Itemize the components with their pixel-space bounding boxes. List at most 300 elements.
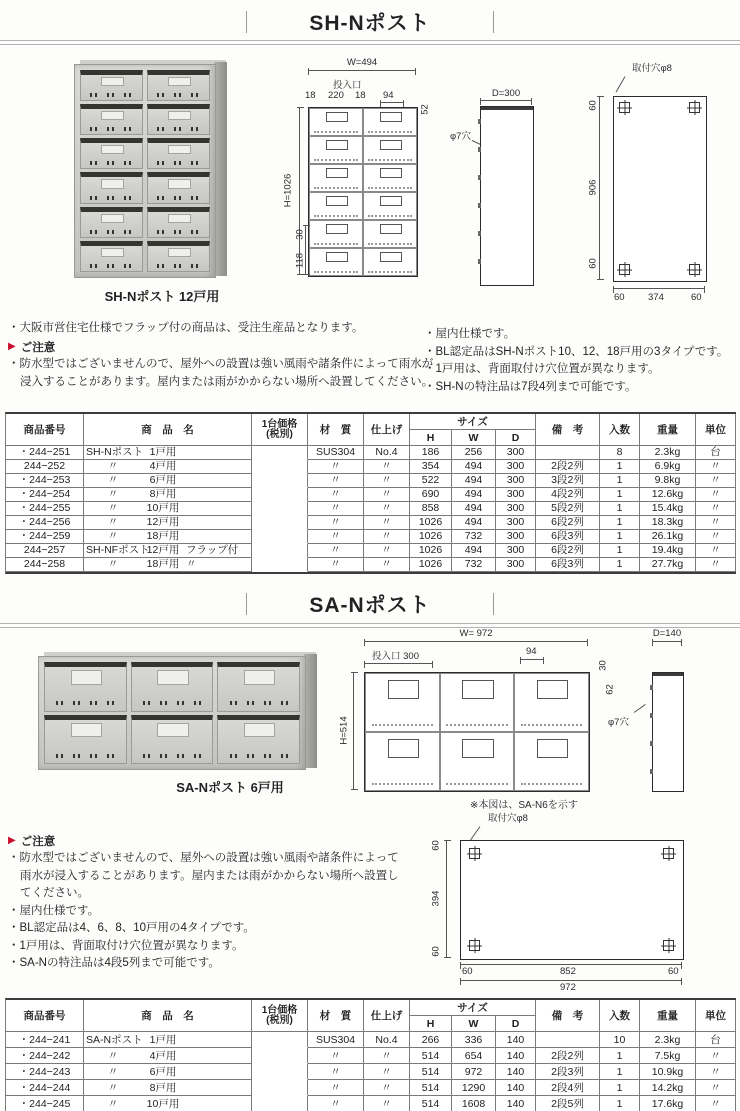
item-variant: 8戸用 <box>149 488 177 501</box>
item-option: フラップ付 <box>186 544 239 557</box>
item-material: 〃 <box>308 502 364 516</box>
drawing-front-sh <box>282 57 466 307</box>
size-h: 514 <box>410 1064 452 1080</box>
item-unit: 〃 <box>696 558 736 572</box>
size-d: 300 <box>496 446 536 460</box>
caution-arrow-icon: ▶ <box>8 835 16 846</box>
spec-row <box>6 446 736 460</box>
item-finish: No.4 <box>364 1032 410 1048</box>
photo-caption-sh: SH-Nポスト 12戸用 <box>104 289 220 304</box>
item-finish: 〃 <box>364 474 410 488</box>
item-series: 〃 <box>107 488 119 501</box>
item-finish: 〃 <box>364 460 410 474</box>
col-header-size: サイズ <box>410 414 536 430</box>
item-name <box>84 1064 252 1080</box>
drawing-door-cell <box>309 108 363 136</box>
dim-slot-label: 投入口 <box>333 80 362 91</box>
dim-line <box>380 102 404 103</box>
dim-height: H=1026 <box>282 173 294 208</box>
dim-line <box>364 663 433 664</box>
item-series: 〃 <box>107 516 119 529</box>
dim-v-top: 60 <box>430 840 442 851</box>
col-header-finish: 仕上げ <box>364 414 410 446</box>
note-line: ・1戸用は、背面取付け穴位置が異なります。 <box>8 939 244 952</box>
col-header-qty: 入数 <box>600 1000 640 1032</box>
item-number: ・244−241 <box>6 1032 84 1048</box>
dim-18b: 18 <box>355 90 366 101</box>
item-unit: 〃 <box>696 530 736 544</box>
size-d: 300 <box>496 516 536 530</box>
item-weight: 9.8kg <box>640 474 696 488</box>
item-qty: 1 <box>600 516 640 530</box>
item-variant: 18戸用 <box>146 530 180 543</box>
item-unit: 〃 <box>696 488 736 502</box>
item-qty: 1 <box>600 1064 640 1080</box>
mailbox-door <box>131 715 214 765</box>
item-number: ・244−253 <box>6 474 84 488</box>
item-variant: 4戸用 <box>149 460 177 473</box>
size-d: 300 <box>496 460 536 474</box>
mailbox-door <box>80 207 143 238</box>
item-weight: 10.9kg <box>640 1064 696 1080</box>
mount-hole <box>689 264 700 275</box>
item-name <box>84 446 252 460</box>
drawing-door-cell <box>309 192 363 220</box>
sh-spec-table <box>5 412 736 574</box>
size-h: 514 <box>410 1080 452 1096</box>
drawing-back-sh <box>585 50 740 305</box>
size-h: 858 <box>410 502 452 516</box>
col-header-no: 商品番号 <box>6 1000 84 1032</box>
item-remarks: 6段3列 <box>536 558 600 572</box>
item-price <box>252 1096 308 1111</box>
item-price <box>252 530 308 544</box>
hole-label-sh: φ7穴 <box>450 131 471 142</box>
notes-sa <box>8 850 406 973</box>
item-material: 〃 <box>308 460 364 474</box>
drawing-door-cell <box>514 732 589 791</box>
item-unit: 〃 <box>696 474 736 488</box>
drawing-door-cell <box>440 732 515 791</box>
size-h: 522 <box>410 474 452 488</box>
front-cells <box>309 108 417 276</box>
item-weight: 19.4kg <box>640 544 696 558</box>
front-box-sa <box>364 672 590 792</box>
spec-row <box>6 1032 736 1048</box>
item-weight: 26.1kg <box>640 530 696 544</box>
item-remarks: 6段2列 <box>536 544 600 558</box>
dim-30: 30 <box>294 229 306 240</box>
note-line: ・SA-Nの特注品は4段5列まで可能です。 <box>8 957 220 969</box>
item-series: 〃 <box>107 558 119 571</box>
note-line: ・BL認定品は4、6、8、10戸用の4タイプです。 <box>8 922 255 934</box>
front-box-sh <box>308 107 418 277</box>
dim-v-mid: 906 <box>587 179 599 196</box>
item-unit: 〃 <box>696 460 736 474</box>
dim-30: 30 <box>597 660 609 671</box>
item-number: ・244−259 <box>6 530 84 544</box>
drawing-front-sa <box>338 628 740 813</box>
size-w: 494 <box>452 460 496 474</box>
caution-heading-sh <box>8 339 55 355</box>
item-qty: 1 <box>600 488 640 502</box>
size-d: 140 <box>496 1096 536 1111</box>
drawing-door-cell <box>363 220 417 248</box>
dim-line <box>599 96 600 280</box>
item-remarks: 2段3列 <box>536 1064 600 1080</box>
price-line2: (税別) <box>266 1014 293 1026</box>
item-unit: 台 <box>696 1032 736 1048</box>
item-name <box>84 1048 252 1064</box>
item-price <box>252 1048 308 1064</box>
dim-v-top: 60 <box>587 100 599 111</box>
leader-line <box>634 704 646 713</box>
cabinet-front <box>38 656 306 770</box>
mount-hole <box>689 102 700 113</box>
item-number: ・244−251 <box>6 446 84 460</box>
size-w: 1290 <box>452 1080 496 1096</box>
item-series: 〃 <box>107 502 119 515</box>
size-h: 266 <box>410 1032 452 1048</box>
item-variant: 10戸用 <box>146 502 180 515</box>
dim-line <box>460 980 682 981</box>
dim-line <box>308 70 416 71</box>
item-weight: 14.2kg <box>640 1080 696 1096</box>
mailbox-door <box>80 70 143 101</box>
size-w: 732 <box>452 530 496 544</box>
item-unit: 〃 <box>696 1048 736 1064</box>
item-series: 〃 <box>107 1097 119 1110</box>
note-para-sh: ・防水型ではございませんので、屋外への設置は強い風雨や諸条件によって雨水が浸入することがあります。屋内または雨がかからない場所へ設置してください。 <box>8 358 434 388</box>
item-price <box>252 516 308 530</box>
mailbox-door <box>217 662 300 712</box>
item-name <box>84 488 252 502</box>
spec-row <box>6 460 736 474</box>
item-qty: 1 <box>600 460 640 474</box>
item-finish: 〃 <box>364 488 410 502</box>
item-qty: 1 <box>600 1048 640 1064</box>
item-finish: 〃 <box>364 502 410 516</box>
spec-row <box>6 1080 736 1096</box>
mailbox-door <box>80 104 143 135</box>
dim-line <box>460 964 682 965</box>
hole-label-sa: φ7穴 <box>608 717 629 728</box>
item-unit: 〃 <box>696 1096 736 1111</box>
item-variant: 12戸用 <box>146 544 180 557</box>
item-number: 244−258 <box>6 558 84 572</box>
item-remarks: 2段4列 <box>536 1080 600 1096</box>
item-price <box>252 558 308 572</box>
drawing-door-cell <box>363 136 417 164</box>
item-series: SH-NFポスト <box>86 544 150 557</box>
sa-spec-table <box>5 998 736 1111</box>
item-price <box>252 474 308 488</box>
mailbox-door <box>147 138 210 169</box>
item-material: 〃 <box>308 1096 364 1111</box>
col-header-size: サイズ <box>410 1000 536 1016</box>
col-header-d: D <box>496 1016 536 1032</box>
item-price <box>252 1032 308 1048</box>
item-series: 〃 <box>107 460 119 473</box>
dim-h-mid: 374 <box>648 292 664 303</box>
dim-h-left: 60 <box>462 966 473 977</box>
mailbox-door <box>80 138 143 169</box>
item-unit: 〃 <box>696 516 736 530</box>
col-header-material: 材 質 <box>308 414 364 446</box>
item-finish: 〃 <box>364 516 410 530</box>
item-series: 〃 <box>107 1081 119 1094</box>
item-remarks: 4段2列 <box>536 488 600 502</box>
item-option: 〃 <box>186 558 197 571</box>
dim-line <box>613 288 705 289</box>
spec-row <box>6 488 736 502</box>
dim-line <box>520 659 544 660</box>
item-price <box>252 502 308 516</box>
mailbox-door <box>44 715 127 765</box>
item-name <box>84 1032 252 1048</box>
item-material: 〃 <box>308 1080 364 1096</box>
col-header-remarks: 備 考 <box>536 1000 600 1032</box>
col-header-qty: 入数 <box>600 414 640 446</box>
title-rule-left <box>246 593 247 615</box>
item-variant: 6戸用 <box>149 474 177 487</box>
mount-hole-label: 取付穴φ8 <box>488 813 528 824</box>
notes-right-sh <box>424 326 736 396</box>
size-d: 140 <box>496 1080 536 1096</box>
size-w: 494 <box>452 474 496 488</box>
title-rule-left <box>246 11 247 33</box>
item-remarks <box>536 446 600 460</box>
item-qty: 1 <box>600 544 640 558</box>
size-w: 494 <box>452 488 496 502</box>
item-finish: 〃 <box>364 544 410 558</box>
mount-hole <box>663 848 674 859</box>
size-d: 140 <box>496 1032 536 1048</box>
item-name <box>84 1096 252 1111</box>
item-finish: 〃 <box>364 1080 410 1096</box>
drawing-door-cell <box>363 192 417 220</box>
item-qty: 1 <box>600 502 640 516</box>
item-remarks: 2段2列 <box>536 1048 600 1064</box>
drawing-door-cell <box>363 108 417 136</box>
item-variant: 1戸用 <box>149 1033 177 1046</box>
item-unit: 〃 <box>696 544 736 558</box>
mount-hole-label: 取付穴φ8 <box>632 63 672 74</box>
dim-h-right: 60 <box>691 292 702 303</box>
item-series: 〃 <box>107 1049 119 1062</box>
section-header-sa <box>0 591 740 617</box>
size-h: 1026 <box>410 544 452 558</box>
item-material: 〃 <box>308 1048 364 1064</box>
item-price <box>252 1080 308 1096</box>
photo-caption-sa: SA-Nポスト 6戸用 <box>176 780 284 795</box>
dim-h-left: 60 <box>614 292 625 303</box>
drawing-door-cell <box>363 248 417 276</box>
col-header-material: 材 質 <box>308 1000 364 1032</box>
dim-220: 220 <box>328 90 344 101</box>
mailbox-door <box>80 172 143 203</box>
mailbox-door <box>131 662 214 712</box>
mailbox-doors <box>80 70 210 272</box>
section-divider <box>0 40 740 45</box>
item-name <box>84 1080 252 1096</box>
item-number: 244−252 <box>6 460 84 474</box>
section-title-sh: SH-Nポスト <box>309 12 431 35</box>
back-box-sa <box>460 840 684 960</box>
dim-width: W= 972 <box>459 628 493 639</box>
side-box-sa <box>652 672 684 792</box>
dim-depth: D=140 <box>652 628 682 639</box>
item-variant: 4戸用 <box>149 1049 177 1062</box>
item-price <box>252 446 308 460</box>
item-remarks: 2段5列 <box>536 1096 600 1111</box>
col-header-price <box>252 1000 308 1032</box>
dim-slot-label: 投入口 300 <box>372 651 419 662</box>
title-rule-right <box>493 593 494 615</box>
mailbox-door <box>147 172 210 203</box>
size-w: 972 <box>452 1064 496 1080</box>
item-name <box>84 474 252 488</box>
item-series: SA-Nポスト <box>86 1033 143 1046</box>
spec-row <box>6 558 736 572</box>
item-variant: 1戸用 <box>149 446 177 459</box>
dim-94: 94 <box>383 90 394 101</box>
cabinet-front <box>74 64 216 278</box>
dim-52: 52 <box>419 104 431 115</box>
item-number: ・244−242 <box>6 1048 84 1064</box>
item-finish: 〃 <box>364 1096 410 1111</box>
spec-row <box>6 1096 736 1111</box>
size-w: 336 <box>452 1032 496 1048</box>
col-header-name: 商 品 名 <box>84 1000 252 1032</box>
size-h: 1026 <box>410 516 452 530</box>
note-line: ・防水型ではございませんので、屋外への設置は強い風雨や諸条件によって雨水が浸入することがあります。屋内または雨がかからない場所へ設置してください。 <box>8 852 399 899</box>
col-header-weight: 重量 <box>640 1000 696 1032</box>
item-remarks: 2段2列 <box>536 460 600 474</box>
dim-v-bot: 60 <box>430 946 442 957</box>
item-material: 〃 <box>308 516 364 530</box>
size-d: 300 <box>496 558 536 572</box>
size-h: 514 <box>410 1096 452 1111</box>
mailbox-door <box>80 241 143 272</box>
item-unit: 〃 <box>696 1080 736 1096</box>
spec-row <box>6 530 736 544</box>
mount-hole <box>619 264 630 275</box>
note-line: ・屋内仕様です。 <box>424 328 516 340</box>
back-box-sh <box>613 96 707 282</box>
drawing-door-cell <box>309 136 363 164</box>
drawing-door-cell <box>365 673 440 732</box>
mailbox-door <box>147 207 210 238</box>
col-header-remarks: 備 考 <box>536 414 600 446</box>
item-qty: 1 <box>600 530 640 544</box>
item-number: ・244−244 <box>6 1080 84 1096</box>
dim-62: 62 <box>604 684 616 695</box>
item-number: 244−257 <box>6 544 84 558</box>
item-series: 〃 <box>107 530 119 543</box>
size-d: 300 <box>496 530 536 544</box>
dim-line <box>364 641 588 642</box>
drawing-side-sh <box>480 88 540 298</box>
item-number: ・244−243 <box>6 1064 84 1080</box>
drawing-door-cell <box>309 164 363 192</box>
col-header-unit: 単位 <box>696 414 736 446</box>
side-box-sh <box>480 106 534 286</box>
mailbox-door <box>217 715 300 765</box>
spec-row <box>6 544 736 558</box>
size-d: 300 <box>496 544 536 558</box>
spec-row <box>6 1064 736 1080</box>
drawing-door-cell <box>309 248 363 276</box>
dim-h-mid: 852 <box>560 966 576 977</box>
mailbox-door <box>147 70 210 101</box>
caution-heading-sa <box>8 833 55 849</box>
item-weight: 17.6kg <box>640 1096 696 1111</box>
drawing-door-cell <box>440 673 515 732</box>
item-weight: 12.6kg <box>640 488 696 502</box>
item-remarks: 5段2列 <box>536 502 600 516</box>
dim-h-right: 60 <box>668 966 679 977</box>
item-series: SH-Nポスト <box>86 446 144 459</box>
col-header-finish: 仕上げ <box>364 1000 410 1032</box>
item-weight: 6.9kg <box>640 460 696 474</box>
spec-row <box>6 502 736 516</box>
header-row <box>6 414 736 430</box>
item-material: 〃 <box>308 544 364 558</box>
item-weight: 15.4kg <box>640 502 696 516</box>
spec-row <box>6 516 736 530</box>
mount-hole <box>663 940 674 951</box>
size-w: 256 <box>452 446 496 460</box>
item-finish: 〃 <box>364 558 410 572</box>
drawing-note-sa: ※本図は、SA-N6を示す <box>470 800 578 811</box>
item-qty: 1 <box>600 474 640 488</box>
size-h: 354 <box>410 460 452 474</box>
mailbox-door <box>147 241 210 272</box>
item-finish: No.4 <box>364 446 410 460</box>
item-name <box>84 530 252 544</box>
item-name <box>84 516 252 530</box>
item-material: 〃 <box>308 1064 364 1080</box>
note-line: ・SH-Nの特注品は7段4列まで可能です。 <box>424 380 637 393</box>
item-name <box>84 558 252 572</box>
item-price <box>252 544 308 558</box>
item-qty: 8 <box>600 446 640 460</box>
note-pre-sh: ・大阪市営住宅仕様でフラップ付の商品は、受注生産品となります。 <box>8 322 364 334</box>
size-w: 1608 <box>452 1096 496 1111</box>
item-variant: 12戸用 <box>146 516 180 529</box>
item-finish: 〃 <box>364 530 410 544</box>
price-line1: 1台価格 <box>261 418 298 430</box>
item-series: 〃 <box>107 474 119 487</box>
size-w: 654 <box>452 1048 496 1064</box>
item-price <box>252 488 308 502</box>
col-header-d: D <box>496 430 536 446</box>
dim-height: H=514 <box>338 716 350 745</box>
item-finish: 〃 <box>364 1064 410 1080</box>
mount-hole <box>469 940 480 951</box>
size-d: 140 <box>496 1048 536 1064</box>
item-name <box>84 460 252 474</box>
item-number: ・244−254 <box>6 488 84 502</box>
drawing-door-cell <box>309 220 363 248</box>
col-header-name: 商 品 名 <box>84 414 252 446</box>
item-remarks: 6段2列 <box>536 516 600 530</box>
section-title-sa: SA-Nポスト <box>309 594 431 617</box>
size-h: 1026 <box>410 530 452 544</box>
dim-width: W=494 <box>346 57 378 68</box>
item-price <box>252 1064 308 1080</box>
